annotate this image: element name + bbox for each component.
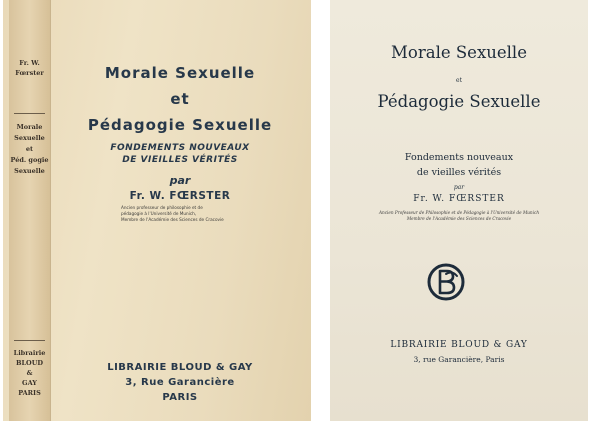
spine-rule xyxy=(14,340,45,341)
spine-author-line: Fœrster xyxy=(15,69,44,77)
spine-title-line: Sexuelle xyxy=(14,134,45,142)
title-page-publisher: LIBRAIRIE BLOUD & GAY xyxy=(390,340,528,350)
cover-par: par xyxy=(169,174,191,187)
cover-subtitle: FONDEMENTS NOUVEAUX xyxy=(110,143,250,153)
book-cover-photo xyxy=(3,0,311,421)
spine-title-line: et xyxy=(25,145,34,153)
spine-publisher-line: GAY xyxy=(22,379,37,387)
title-page-photo xyxy=(330,0,588,421)
publisher-monogram-icon xyxy=(426,262,466,302)
spine-publisher-line: BLOUD xyxy=(15,359,44,367)
spine-publisher-line: & xyxy=(26,369,33,377)
cover-author: Fr. W. FŒRSTER xyxy=(129,190,231,202)
cover-title: Pédagogie Sexuelle xyxy=(87,116,273,134)
title-page-subtitle: de vieilles vérités xyxy=(416,167,502,178)
spine-author-line: Fr. W. xyxy=(19,59,40,67)
cover-title-conjunction: et xyxy=(170,90,190,108)
spine-publisher-line: Librairie xyxy=(13,349,46,357)
title-page-subtitle: Fondements nouveaux xyxy=(404,152,514,163)
spine-title-line: Sexuelle xyxy=(14,167,45,175)
title-page-title: Morale Sexuelle xyxy=(391,43,527,62)
title-page-credits xyxy=(330,210,588,222)
spine-publisher-line: PARIS xyxy=(18,389,41,397)
title-page-author: Fr. W. FŒRSTER xyxy=(413,194,505,204)
title-page-par: par xyxy=(453,184,465,191)
spine-title-line: Péd. gogie xyxy=(10,156,49,164)
cover-author-credits xyxy=(121,205,241,223)
credit-line: Ancien Professeur de Philosophie et de Pédagogie à l'Université de Munich xyxy=(378,210,540,215)
spine-author xyxy=(9,58,50,78)
title-page-address: 3, rue Garancière, Paris xyxy=(413,355,505,364)
title-page-conjunction: et xyxy=(456,77,462,84)
cover-publisher-address: 3, Rue Garancière xyxy=(125,377,235,388)
spine-title xyxy=(9,122,50,177)
credit-line: Membre de l'Académie des Sciences de Cracovie xyxy=(121,217,224,222)
spine-publisher xyxy=(9,348,50,398)
cover-publisher-city: PARIS xyxy=(162,392,198,403)
book-spine xyxy=(9,0,51,421)
spine-rule xyxy=(14,113,45,114)
credit-line: Ancien professeur de philosophie et de xyxy=(121,205,203,210)
title-page-title: Pédagogie Sexuelle xyxy=(377,92,541,111)
spine-title-line: Morale xyxy=(16,123,43,131)
cover-title: Morale Sexuelle xyxy=(104,64,256,82)
credit-line: pédagogie à l'Université de Munich, xyxy=(121,211,197,216)
cover-subtitle: DE VIEILLES VÉRITÉS xyxy=(122,155,238,165)
cover-publisher: LIBRAIRIE BLOUD & GAY xyxy=(107,362,253,373)
credit-line: Membre de l'Académie des Sciences de Cracovie xyxy=(406,216,512,221)
